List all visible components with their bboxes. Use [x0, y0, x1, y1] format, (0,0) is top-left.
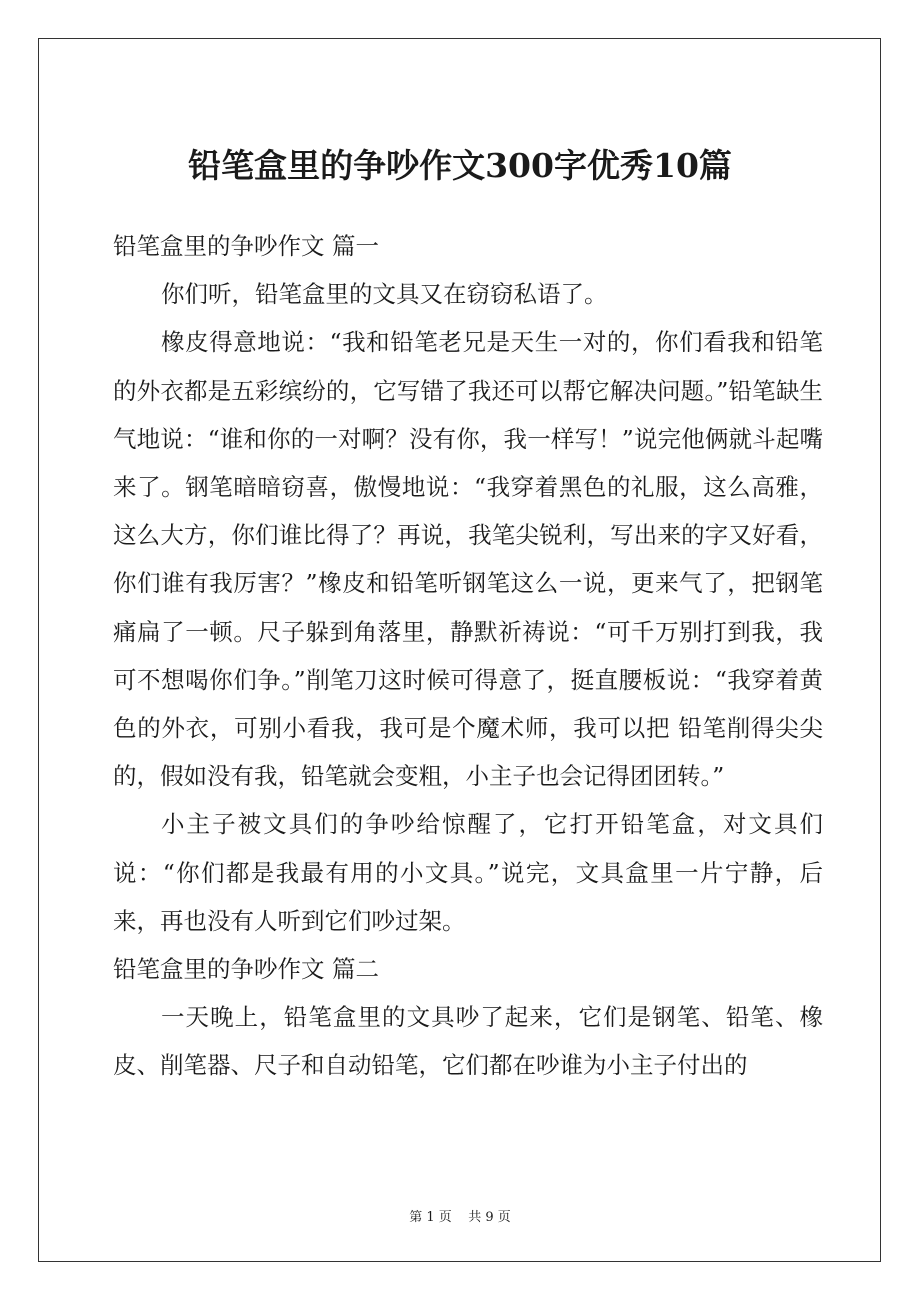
paragraph: 小主子被文具们的争吵给惊醒了，它打开铅笔盒，对文具们说：“你们都是我最有用的小文具。”说完，文具盒里一片宁静，后来，再也没有人听到它们吵过架。: [113, 810, 823, 935]
document-body: [113, 222, 823, 1090]
section-heading: 铅笔盒里的争吵作文 篇二: [113, 955, 379, 984]
paragraph: 你们听，铅笔盒里的文具又在窃窃私语了。: [161, 280, 608, 309]
section-heading: 铅笔盒里的争吵作文 篇一: [113, 232, 379, 260]
page-footer: 第 1 页 共 9 页: [409, 1210, 511, 1225]
document-title: 铅笔盒里的争吵作文300字优秀10篇: [188, 146, 732, 185]
paragraph: 一天晚上，铅笔盒里的文具吵了起来，它们是钢笔、铅笔、橡皮、削笔器、尺子和自动铅笔，它们都在吵谁为小主子付出的: [113, 1003, 823, 1080]
paragraph: 橡皮得意地说：“我和铅笔老兄是天生一对的，你们看我和铅笔的外衣都是五彩缤纷的，它写错了我还可以帮它解决问题。”铅笔缺生气地说：“谁和你的一对啊？没有你，我一样写！”说完他俩就斗起嘴来了。钢笔暗暗窃喜，傲慢地说：“我穿着黑色的礼服，这么高雅，这么大方，你们谁比得了？再说，我笔尖锐利，写出来的字又好看，你们谁有我厉害？”橡皮和铅笔听钢笔这么一说，更来气了，把钢笔痛扁了一顿。尺子躲到角落里，静默祈祷说：“可千万别打到我，我可不想喝你们争。”削笔刀这时候可得意了，挺直腰板说：“我穿着黄色的外衣，可别小看我，我可是个魔术师，我可以把 铅笔削得尖尖的，假如没有我，铅笔就会变粗，小主子也会记得团团转。”: [113, 328, 823, 791]
